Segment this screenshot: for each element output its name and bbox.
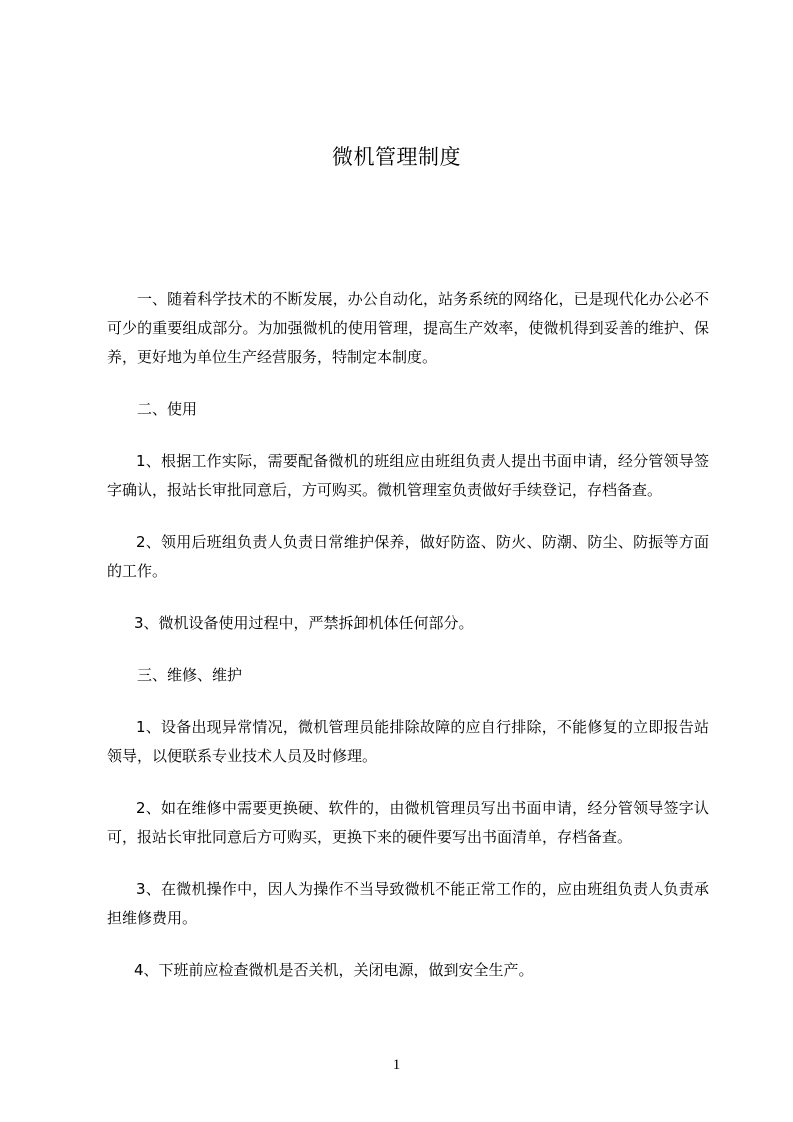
paragraph-maintenance-2: 2、如在维修中需要更换硬、软件的，由微机管理员写出书面申请，经分管领导签字认可，报站长审批同意后方可购买，更换下来的硬件要写出书面清单，存档备查。 [107, 799, 709, 846]
page-number: 1 [392, 1057, 401, 1073]
section-heading-usage: 二、使用 [137, 400, 198, 418]
document-title: 微机管理制度 [332, 145, 461, 169]
paragraph-usage-2: 2、领用后班组负责人负责日常维护保养，做好防盗、防火、防潮、防尘、防振等方面的工作。 [107, 533, 709, 580]
document-body [107, 285, 709, 1008]
paragraph-maintenance-3: 3、在微机操作中，因人为操作不当导致微机不能正常工作的，应由班组负责人负责承担维修费用。 [107, 880, 709, 927]
section-heading-maintenance: 三、维修、维护 [137, 666, 243, 684]
paragraph-usage-3: 3、微机设备使用过程中，严禁拆卸机体任何部分。 [134, 614, 474, 632]
paragraph-intro: 一、随着科学技术的不断发展，办公自动化，站务系统的网络化，已是现代化办公必不可少的重要组成部分。为加强微机的使用管理，提高生产效率，使微机得到妥善的维护、保养，更好地为单位生产经营服务，特制定本制度。 [107, 290, 709, 366]
paragraph-usage-1: 1、根据工作实际，需要配备微机的班组应由班组负责人提出书面申请，经分管领导签字确认，报站长审批同意后，方可购买。微机管理室负责做好手续登记，存档备查。 [107, 452, 709, 499]
paragraph-maintenance-1: 1、设备出现异常情况，微机管理员能排除故障的应自行排除，不能修复的立即报告站领导，以便联系专业技术人员及时修理。 [107, 718, 709, 765]
paragraph-maintenance-4: 4、下班前应检查微机是否关机，关闭电源，做到安全生产。 [134, 961, 534, 979]
